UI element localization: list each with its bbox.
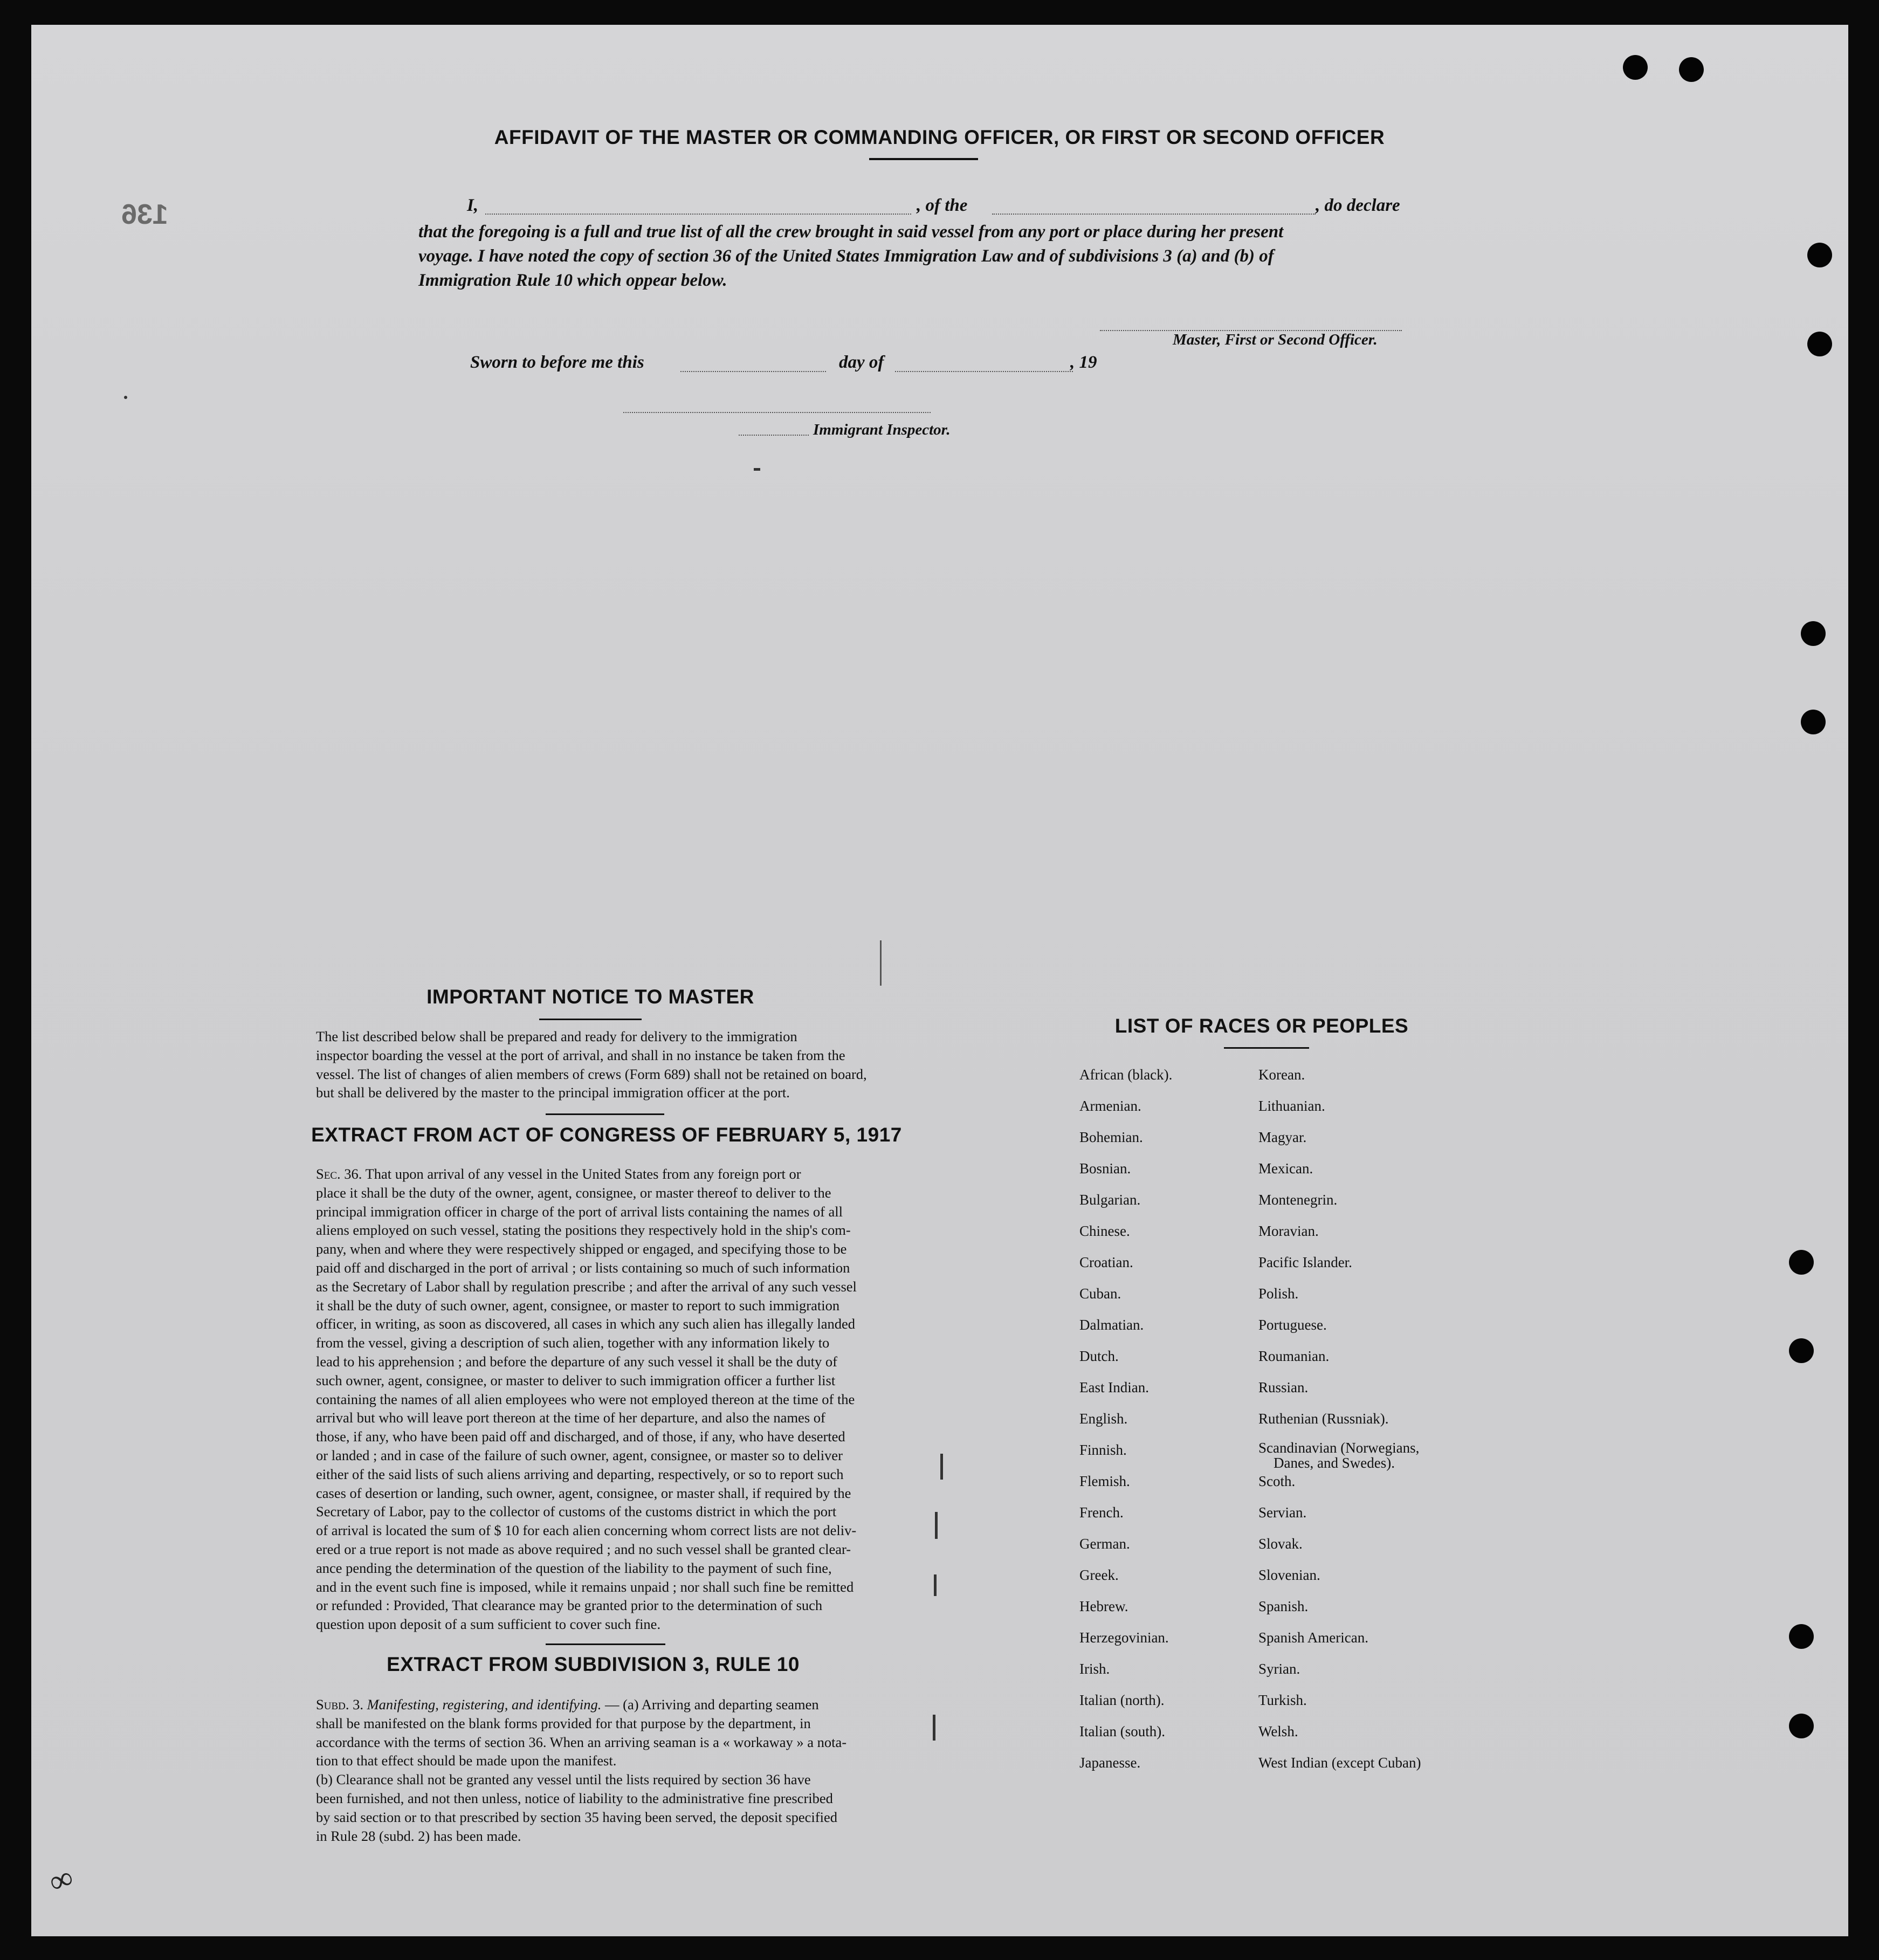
race-item: Croatian. (1079, 1254, 1133, 1270)
pencil-mark: ∞ (44, 1859, 78, 1901)
race-item: Pacific Islander. (1258, 1254, 1352, 1270)
act-sec-label: Sec. 36. (316, 1166, 362, 1182)
rule-line (316, 1695, 901, 1714)
act-line-text: That upon arrival of any vessel in the United States from any foreign port or (365, 1166, 801, 1182)
inspector-signature-line[interactable] (623, 412, 931, 413)
sworn-month-blank[interactable] (895, 371, 1073, 372)
act-line: it shall be the duty of such owner, agent, consignee, or master to report to such immigration (316, 1297, 840, 1313)
act-line: Secretary of Labor, pay to the collector of customs of the customs district in which the port (316, 1503, 837, 1520)
punch-hole-right-1 (1807, 243, 1832, 267)
act-line: arrival but who will leave port thereon at the time of her departure, and also the names of (316, 1409, 825, 1426)
act-line: as the Secretary of Labor shall by regulation prescribe ; and after the arrival of any such vessel (316, 1278, 857, 1295)
race-item: French. (1079, 1504, 1124, 1521)
race-item: Mexican. (1258, 1160, 1313, 1177)
affidavit-name-blank[interactable] (485, 214, 911, 215)
race-item: West Indian (except Cuban) (1258, 1755, 1421, 1771)
race-item: English. (1079, 1411, 1128, 1427)
race-item: Bosnian. (1079, 1160, 1131, 1177)
race-item: Korean. (1258, 1067, 1305, 1083)
notice-title: IMPORTANT NOTICE TO MASTER (426, 986, 754, 1008)
race-item: Dalmatian. (1079, 1317, 1144, 1333)
race-item: Slovak. (1258, 1536, 1303, 1552)
notice-line: vessel. The list of changes of alien members of crews (Form 689) shall not be retained on board, (316, 1065, 867, 1082)
punch-hole-top-2 (1679, 57, 1704, 82)
act-line: question upon deposit of a sum sufficient to cover such fine. (316, 1616, 661, 1633)
act-line: officer, in writing, as soon as discovered, all cases in which any such alien has illegally landed (316, 1316, 856, 1332)
affidavit-title-rule (869, 158, 978, 160)
rule-line: by said section or to that prescribed by section 35 having been served, the deposit specified (316, 1808, 837, 1825)
race-item: Spanish American. (1258, 1629, 1368, 1646)
race-item: Ruthenian (Russniak). (1258, 1411, 1389, 1427)
race-item: Syrian. (1258, 1661, 1300, 1677)
race-item: Armenian. (1079, 1098, 1141, 1114)
act-line: those, if any, who have been paid off and discharged, and of those, if any, who have deserted (316, 1428, 845, 1445)
act-body (316, 1165, 901, 1634)
race-item: Montenegrin. (1258, 1192, 1338, 1208)
punch-hole-right-6 (1789, 1338, 1814, 1363)
race-item: East Indian. (1079, 1379, 1149, 1395)
rule-line: tion to that effect should be made upon the manifest. (316, 1752, 617, 1769)
speck (935, 1512, 938, 1539)
race-item-continuation: Danes, and Swedes). (1274, 1455, 1395, 1471)
rule-line: accordance with the terms of section 36. When an arriving seaman is a « workaway » a nota- (316, 1734, 847, 1750)
race-item: Bulgarian. (1079, 1192, 1141, 1208)
race-item: Finnish. (1079, 1442, 1127, 1458)
race-item: Servian. (1258, 1504, 1307, 1521)
speck (124, 396, 127, 399)
race-item: Italian (north). (1079, 1692, 1165, 1708)
race-item: Irish. (1079, 1661, 1110, 1677)
inspector-lead-line (739, 435, 809, 436)
act-line: pany, when and where they were respectively shipped or engaged, and specifying those to be (316, 1241, 847, 1257)
races-title: LIST OF RACES OR PEOPLES (1114, 1015, 1409, 1037)
rule-subd-label: Subd. 3. (316, 1696, 363, 1713)
affidavit-line2: that the foregoing is a full and true list of all the crew brought in said vessel from any port or place during her present (418, 222, 1284, 242)
races-title-rule (1224, 1047, 1309, 1049)
document-sheet (31, 25, 1848, 1936)
race-item: Roumanian. (1258, 1348, 1330, 1364)
rule-title: EXTRACT FROM SUBDIVISION 3, RULE 10 (387, 1653, 800, 1675)
race-item: Dutch. (1079, 1348, 1119, 1364)
punch-hole-right-3 (1801, 621, 1826, 646)
race-item: Turkish. (1258, 1692, 1307, 1708)
punch-hole-top-1 (1623, 55, 1648, 80)
master-signature-caption: Master, First or Second Officer. (1173, 331, 1378, 348)
race-item: Russian. (1258, 1379, 1309, 1395)
affidavit-of-the: , of the (917, 196, 968, 215)
act-line: ered or a true report is not made as above required ; and no such vessel shall be granted clear- (316, 1541, 851, 1557)
affidavit-declare: , do declare (1316, 196, 1400, 215)
speck (933, 1715, 935, 1741)
affidavit-line3: voyage. I have noted the copy of section 36 of the United States Immigration Law and of subdivisions 3 (a) and (b) of (418, 246, 1274, 266)
act-line: from the vessel, giving a description of such alien, together with any information likely to (316, 1335, 830, 1351)
rule-line-text: — (a) Arriving and departing seamen (605, 1696, 819, 1713)
act-line: containing the names of all alien employees who were not employed thereon at the time of the (316, 1391, 855, 1407)
act-line: of arrival is located the sum of $ 10 for each alien concerning whom correct lists are not deliv- (316, 1522, 857, 1539)
sworn-year: , 19 (1070, 353, 1097, 372)
speck (754, 468, 760, 471)
race-item: Lithuanian. (1258, 1098, 1325, 1114)
affidavit-title: AFFIDAVIT OF THE MASTER OR COMMANDING OFFICER, OR FIRST OR SECOND OFFICER (494, 126, 1385, 148)
race-item: Herzegovinian. (1079, 1629, 1169, 1646)
punch-hole-right-7 (1789, 1624, 1814, 1649)
act-divider (546, 1643, 665, 1645)
rule-line: been furnished, and not then unless, notice of liability to the administrative fine prescribed (316, 1790, 833, 1806)
race-item: Hebrew. (1079, 1598, 1128, 1614)
act-line: principal immigration officer in charge of the port of arrival lists containing the names of all (316, 1203, 843, 1220)
race-item: Portuguese. (1258, 1317, 1327, 1333)
affidavit-vessel-blank[interactable] (992, 214, 1316, 215)
act-line: lead to his apprehension ; and before the departure of any such vessel it shall be the duty of (316, 1353, 837, 1370)
race-item: African (black). (1079, 1067, 1173, 1083)
notice-line: but shall be delivered by the master to the principal immigration officer at the port. (316, 1084, 790, 1101)
affidavit-line4: Immigration Rule 10 which oppear below. (418, 271, 727, 290)
act-line: paid off and discharged in the port of arrival ; or lists containing so much of such information (316, 1259, 850, 1276)
sworn-day-blank[interactable] (680, 371, 826, 372)
race-item: Bohemian. (1079, 1129, 1143, 1145)
race-item: Greek. (1079, 1567, 1119, 1583)
notice-divider (546, 1113, 664, 1115)
punch-hole-right-2 (1807, 332, 1832, 356)
notice-line: inspector boarding the vessel at the port of arrival, and shall in no instance be taken from the (316, 1047, 845, 1063)
rule-line: in Rule 28 (subd. 2) has been made. (316, 1827, 521, 1844)
race-item: Spanish. (1258, 1598, 1309, 1614)
act-line: and in the event such fine is imposed, while it remains unpaid ; nor shall such fine be remitted (316, 1578, 854, 1595)
race-item: Chinese. (1079, 1223, 1130, 1239)
race-item: Italian (south). (1079, 1723, 1165, 1739)
act-line (316, 1165, 901, 1184)
sworn-text: Sworn to before me this (470, 353, 644, 372)
race-item: Moravian. (1258, 1223, 1319, 1239)
act-line: place it shall be the duty of the owner, agent, consignee, or master thereof to deliver to the (316, 1184, 831, 1201)
act-line: or landed ; and in case of the failure of such owner, agent, consignee, or master so to deliver (316, 1447, 843, 1463)
race-item: Cuban. (1079, 1285, 1121, 1302)
stamp-number: 136 (121, 199, 168, 230)
race-item: Flemish. (1079, 1473, 1130, 1489)
punch-hole-right-8 (1789, 1714, 1814, 1738)
rule-line: (b) Clearance shall not be granted any vessel until the lists required by section 36 have (316, 1771, 811, 1788)
punch-hole-right-5 (1789, 1250, 1814, 1275)
rule-subd-heading: Manifesting, registering, and identifying. (367, 1696, 602, 1713)
act-line: cases of desertion or landing, such owner, agent, consignee, or master shall, if required by the (316, 1484, 851, 1501)
notice-line: The list described below shall be prepared and ready for delivery to the immigration (316, 1028, 797, 1044)
affidavit-i: I, (467, 196, 479, 215)
rule-body (316, 1695, 901, 1845)
act-line: such owner, agent, consignee, or master to deliver to such immigration officer a further list (316, 1372, 836, 1388)
inspector-caption: Immigrant Inspector. (813, 421, 951, 438)
punch-hole-right-4 (1801, 710, 1826, 734)
act-title: EXTRACT FROM ACT OF CONGRESS OF FEBRUARY 5, 1917 (311, 1124, 902, 1146)
notice-title-rule (539, 1019, 642, 1020)
act-line: ance pending the determination of the question of the liability to the payment of such fine, (316, 1559, 832, 1576)
race-item: Polish. (1258, 1285, 1299, 1302)
sworn-day-of: day of (839, 353, 884, 372)
race-item: German. (1079, 1536, 1130, 1552)
notice-body (316, 1027, 901, 1102)
race-item: Welsh. (1258, 1723, 1298, 1739)
race-item: Slovenian. (1258, 1567, 1320, 1583)
race-item: Japanesse. (1079, 1755, 1141, 1771)
race-item: Scandinavian (Norwegians, (1258, 1440, 1420, 1456)
act-line: aliens employed on such vessel, stating the positions they respectively hold in the ship's com- (316, 1222, 851, 1239)
speck (934, 1574, 937, 1596)
act-line: or refunded : Provided, That clearance may be granted prior to the determination of such (316, 1597, 823, 1614)
race-item: Magyar. (1258, 1129, 1307, 1145)
rule-line: shall be manifested on the blank forms provided for that purpose by the department, in (316, 1715, 811, 1731)
act-line: either of the said lists of such aliens arriving and departing, respectively, or so to report such (316, 1466, 844, 1482)
race-item: Scoth. (1258, 1473, 1296, 1489)
speck (940, 1454, 943, 1480)
speck (880, 940, 882, 986)
